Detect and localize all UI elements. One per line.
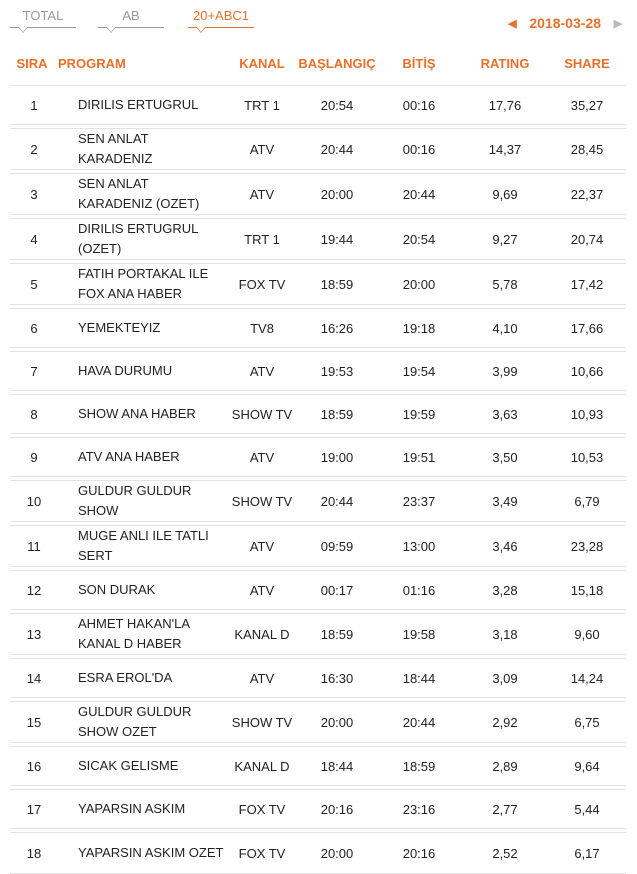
tab-total[interactable]: [10, 8, 76, 36]
table-row: [10, 746, 626, 786]
cell-program: DIRILIS ERTUGRUL: [54, 85, 226, 125]
cell-sira: 12: [10, 570, 54, 610]
cell-kanal: TRT 1: [226, 85, 298, 125]
cell-rating: 3,49: [462, 480, 548, 522]
cell-sira: 9: [10, 437, 54, 477]
cell-rating: 2,77: [462, 789, 548, 829]
cell-rating: 9,69: [462, 173, 548, 215]
cell-rating: 3,28: [462, 570, 548, 610]
cell-share: 28,45: [548, 128, 626, 170]
cell-kanal: FOX TV: [226, 789, 298, 829]
cell-rating: 2,92: [462, 701, 548, 743]
header-sira[interactable]: SIRA: [16, 55, 48, 71]
cell-kanal: ATV: [226, 128, 298, 170]
header-share[interactable]: SHARE: [564, 55, 610, 71]
cell-rating: 3,18: [462, 613, 548, 655]
cell-bitis: 00:16: [376, 85, 462, 125]
cell-kanal: ATV: [226, 658, 298, 698]
cell-sira: 11: [10, 525, 54, 567]
cell-program: SEN ANLAT KARADENIZ (OZET): [54, 173, 226, 215]
cell-bitis: 00:16: [376, 128, 462, 170]
cell-rating: 17,76: [462, 85, 548, 125]
cell-share: 15,18: [548, 570, 626, 610]
cell-kanal: TV8: [226, 308, 298, 348]
tab-label: 20+ABC1: [192, 8, 249, 23]
cell-share: 10,93: [548, 394, 626, 434]
cell-share: 23,28: [548, 525, 626, 567]
cell-baslangic: 20:16: [298, 789, 376, 829]
cell-share: 14,24: [548, 658, 626, 698]
table-row: [10, 789, 626, 829]
header-rating[interactable]: RATING: [480, 55, 530, 71]
cell-share: 6,79: [548, 480, 626, 522]
cell-program: SEN ANLAT KARADENIZ: [54, 128, 226, 170]
next-date-icon[interactable]: ▶: [613, 17, 623, 30]
cell-rating: 2,89: [462, 746, 548, 786]
cell-share: 9,60: [548, 613, 626, 655]
cell-sira: 10: [10, 480, 54, 522]
cell-rating: 3,09: [462, 658, 548, 698]
table-row: [10, 701, 626, 743]
cell-baslangic: 16:26: [298, 308, 376, 348]
cell-share: 10,66: [548, 351, 626, 391]
cell-program: ATV ANA HABER: [54, 437, 226, 477]
cell-baslangic: 20:00: [298, 701, 376, 743]
cell-sira: 13: [10, 613, 54, 655]
cell-bitis: 19:51: [376, 437, 462, 477]
header-program[interactable]: PROGRAM: [58, 55, 126, 71]
cell-program: AHMET HAKAN'LA KANAL D HABER: [54, 613, 226, 655]
table-row: [10, 173, 626, 215]
cell-program: GULDUR GULDUR SHOW OZET: [54, 701, 226, 743]
cell-bitis: 19:58: [376, 613, 462, 655]
cell-bitis: 20:44: [376, 173, 462, 215]
cell-baslangic: 19:00: [298, 437, 376, 477]
cell-bitis: 20:00: [376, 263, 462, 305]
cell-kanal: KANAL D: [226, 613, 298, 655]
cell-share: 17,66: [548, 308, 626, 348]
table-row: [10, 480, 626, 522]
cell-baslangic: 20:00: [298, 173, 376, 215]
cell-share: 35,27: [548, 85, 626, 125]
table-row: [10, 613, 626, 655]
ratings-table: [10, 44, 626, 874]
cell-rating: 3,99: [462, 351, 548, 391]
cell-baslangic: 16:30: [298, 658, 376, 698]
cell-program: YEMEKTEYIZ: [54, 308, 226, 348]
cell-kanal: FOX TV: [226, 832, 298, 874]
cell-rating: 3,50: [462, 437, 548, 477]
cell-bitis: 18:44: [376, 658, 462, 698]
cell-share: 10,53: [548, 437, 626, 477]
cell-share: 22,37: [548, 173, 626, 215]
cell-sira: 18: [10, 832, 54, 874]
cell-kanal: ATV: [226, 570, 298, 610]
cell-bitis: 19:18: [376, 308, 462, 348]
cell-baslangic: 20:44: [298, 480, 376, 522]
cell-sira: 16: [10, 746, 54, 786]
cell-rating: 3,63: [462, 394, 548, 434]
cell-sira: 8: [10, 394, 54, 434]
cell-bitis: 20:54: [376, 218, 462, 260]
header-kanal[interactable]: KANAL: [239, 55, 285, 71]
table-row: [10, 85, 626, 125]
cell-kanal: ATV: [226, 437, 298, 477]
cell-baslangic: 20:44: [298, 128, 376, 170]
cell-baslangic: 18:44: [298, 746, 376, 786]
cell-rating: 9,27: [462, 218, 548, 260]
cell-program: ESRA EROL'DA: [54, 658, 226, 698]
cell-baslangic: 09:59: [298, 525, 376, 567]
tab-label: TOTAL: [22, 8, 64, 23]
cell-kanal: SHOW TV: [226, 480, 298, 522]
cell-share: 5,44: [548, 789, 626, 829]
cell-bitis: 19:54: [376, 351, 462, 391]
cell-kanal: ATV: [226, 173, 298, 215]
cell-rating: 3,46: [462, 525, 548, 567]
cell-share: 6,17: [548, 832, 626, 874]
cell-rating: 2,52: [462, 832, 548, 874]
cell-baslangic: 19:53: [298, 351, 376, 391]
cell-rating: 4,10: [462, 308, 548, 348]
tab-label: AB: [122, 8, 140, 23]
cell-program: GULDUR GULDUR SHOW: [54, 480, 226, 522]
cell-sira: 15: [10, 701, 54, 743]
cell-program: SON DURAK: [54, 570, 226, 610]
cell-sira: 6: [10, 308, 54, 348]
cell-program: HAVA DURUMU: [54, 351, 226, 391]
cell-program: YAPARSIN ASKIM: [54, 789, 226, 829]
cell-program: SHOW ANA HABER: [54, 394, 226, 434]
table-row: [10, 263, 626, 305]
date-navigator: [503, 14, 627, 32]
cell-share: 6,75: [548, 701, 626, 743]
cell-sira: 3: [10, 173, 54, 215]
cell-kanal: ATV: [226, 525, 298, 567]
cell-baslangic: 19:44: [298, 218, 376, 260]
tab-ab[interactable]: [98, 8, 164, 36]
cell-bitis: 20:44: [376, 701, 462, 743]
header-bitis[interactable]: BİTİŞ: [402, 55, 436, 71]
cell-rating: 5,78: [462, 263, 548, 305]
cell-kanal: TRT 1: [226, 218, 298, 260]
header-baslangic[interactable]: BAŞLANGIÇ: [298, 55, 376, 71]
cell-bitis: 20:16: [376, 832, 462, 874]
cell-rating: 14,37: [462, 128, 548, 170]
cell-kanal: ATV: [226, 351, 298, 391]
cell-kanal: SHOW TV: [226, 701, 298, 743]
cell-sira: 2: [10, 128, 54, 170]
cell-baslangic: 18:59: [298, 613, 376, 655]
cell-baslangic: 20:54: [298, 85, 376, 125]
cell-share: 17,42: [548, 263, 626, 305]
table-row: [10, 570, 626, 610]
cell-program: MUGE ANLI ILE TATLI SERT: [54, 525, 226, 567]
table-row: [10, 128, 626, 170]
table-row: [10, 394, 626, 434]
tab-20-abc1[interactable]: [188, 8, 254, 36]
table-row: [10, 437, 626, 477]
cell-bitis: 23:16: [376, 789, 462, 829]
table-row: [10, 308, 626, 348]
cell-sira: 14: [10, 658, 54, 698]
cell-share: 20,74: [548, 218, 626, 260]
cell-bitis: 01:16: [376, 570, 462, 610]
table-row: [10, 832, 626, 874]
cell-sira: 1: [10, 85, 54, 125]
cell-kanal: KANAL D: [226, 746, 298, 786]
cell-sira: 7: [10, 351, 54, 391]
cell-program: YAPARSIN ASKIM OZET: [54, 832, 226, 874]
cell-baslangic: 00:17: [298, 570, 376, 610]
previous-date-icon[interactable]: ◀: [508, 17, 517, 30]
cell-bitis: 19:59: [376, 394, 462, 434]
cell-bitis: 13:00: [376, 525, 462, 567]
cell-baslangic: 20:00: [298, 832, 376, 874]
table-row: [10, 525, 626, 567]
table-row: [10, 218, 626, 260]
cell-baslangic: 18:59: [298, 263, 376, 305]
cell-share: 9,64: [548, 746, 626, 786]
table-header-row: [10, 44, 626, 82]
table-row: [10, 658, 626, 698]
cell-sira: 4: [10, 218, 54, 260]
cell-program: SICAK GELISME: [54, 746, 226, 786]
table-row: [10, 351, 626, 391]
cell-baslangic: 18:59: [298, 394, 376, 434]
current-date: 2018-03-28: [529, 15, 601, 31]
cell-sira: 17: [10, 789, 54, 829]
cell-kanal: SHOW TV: [226, 394, 298, 434]
cell-program: FATIH PORTAKAL ILE FOX ANA HABER: [54, 263, 226, 305]
cell-bitis: 18:59: [376, 746, 462, 786]
cell-kanal: FOX TV: [226, 263, 298, 305]
cell-program: DIRILIS ERTUGRUL (OZET): [54, 218, 226, 260]
cell-bitis: 23:37: [376, 480, 462, 522]
cell-sira: 5: [10, 263, 54, 305]
